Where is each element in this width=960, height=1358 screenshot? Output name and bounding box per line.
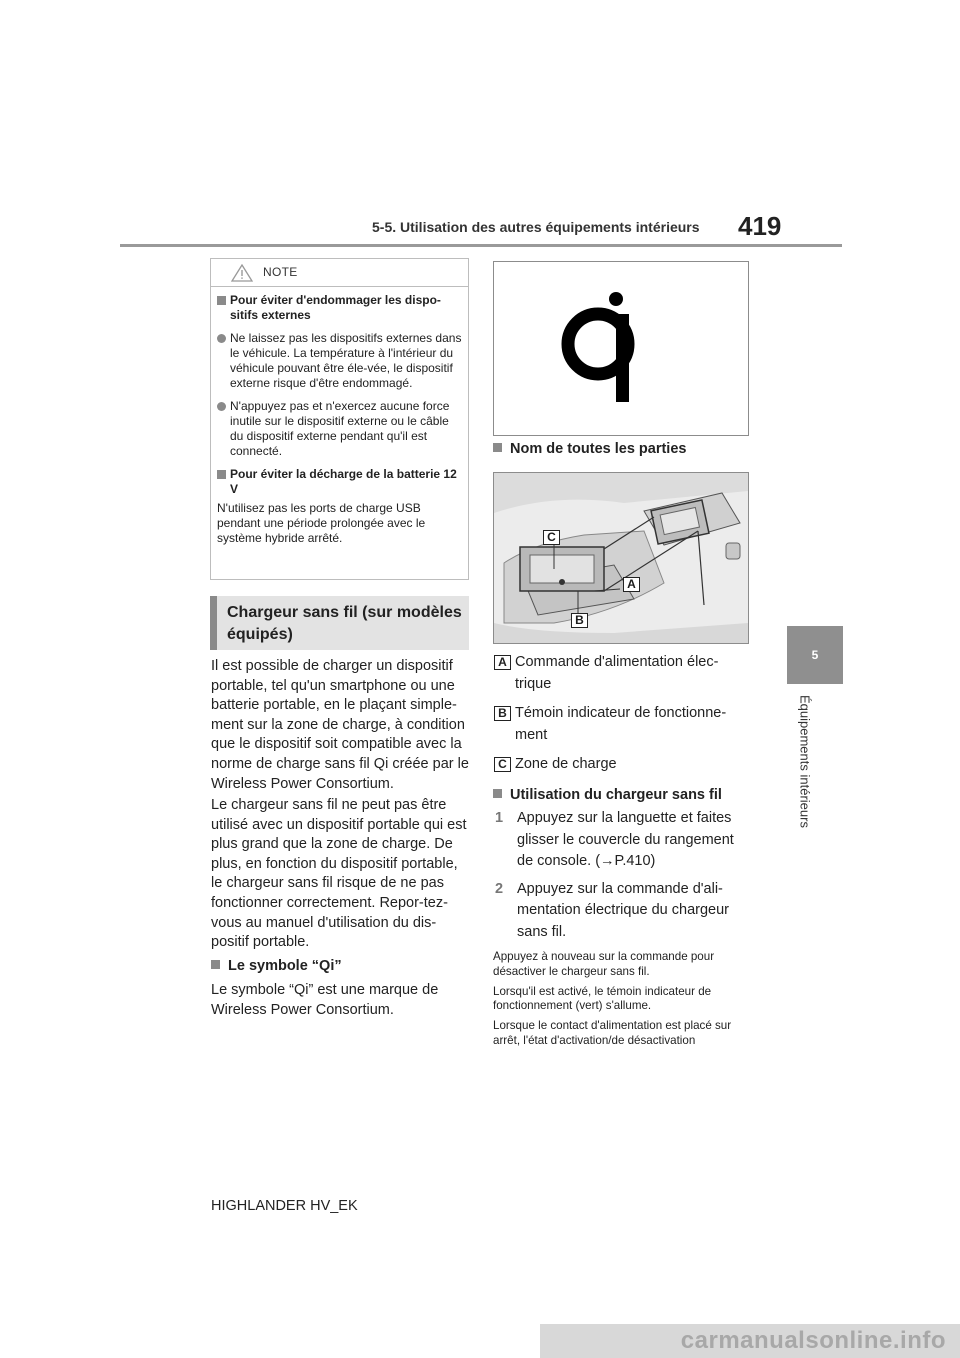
- note-header: [211, 259, 468, 287]
- chapter-label: [765, 695, 845, 845]
- header-divider: [120, 244, 842, 247]
- qi-paragraph: Le symbole “Qi” est une marque de Wireless Power Consortium.: [211, 982, 439, 1018]
- label-badge: C: [494, 757, 511, 772]
- callout-c: C: [543, 530, 560, 545]
- callout-a: A: [623, 577, 640, 592]
- section-title: Chargeur sans fil (sur modèles équipés): [227, 604, 462, 643]
- usage-subheading: Utilisation du chargeur sans fil: [493, 787, 722, 803]
- step-number: 1: [495, 810, 504, 826]
- qi-subheading: Le symbole “Qi”: [211, 958, 342, 974]
- chapter-label-text: Équipements intérieurs: [797, 695, 813, 828]
- step-item: 1 Appuyez sur la languette et faites glisser le couvercle du rangement de console. (→P.410): [495, 810, 734, 869]
- chapter-tab[interactable]: 5: [787, 626, 843, 684]
- footer-model: HIGHLANDER HV_EK: [211, 1198, 358, 1214]
- callout-b: B: [571, 613, 588, 628]
- square-bullet-icon: [493, 443, 502, 452]
- label-badge: A: [494, 655, 511, 670]
- usage-steps: [493, 808, 749, 943]
- list-item: C Zone de charge: [493, 754, 749, 776]
- note-label: NOTE: [263, 265, 298, 279]
- note-body: [217, 293, 463, 546]
- round-bullet-icon: [217, 402, 226, 411]
- note-line: Appuyez à nouveau sur la commande pour désactiver le chargeur sans fil.: [493, 950, 715, 978]
- qi-logo-figure: [493, 261, 749, 436]
- label-badge: B: [494, 706, 511, 721]
- note-line: Lorsque le contact d'alimentation est placé sur arrêt, l'état d'activation/de désactivation: [493, 1019, 732, 1047]
- console-illustration: [494, 473, 748, 643]
- note-bullet: Ne laissez pas les dispositifs externes dans le véhicule. La température à l'intérieur du véhicule pouvant être éle-vée, le dispositif externe risque d'être endommagé.: [217, 331, 463, 391]
- qi-logo-icon: [494, 262, 748, 435]
- note-bullet: N'appuyez pas et n'exercez aucune force inutile sur le dispositif externe ou le câble du dispositif externe pendant qu'il est connecté.: [217, 399, 463, 459]
- note-plain-text: N'utilisez pas les ports de charge USB pendant une période prolongée avec le système hybride arrêté.: [217, 501, 426, 545]
- charger-photo: [493, 472, 749, 644]
- watermark: carmanualsonline.info: [540, 1324, 960, 1358]
- section-heading: [210, 596, 469, 650]
- limitation-paragraph: Le chargeur sans fil ne peut pas être utilisé avec un dispositif portable qui est plus grand que la zone de charge. De plus, en fonction du dispositif portable, le chargeur sans fil risque de ne pas fonctionner correctement. Repor-tez-vous au manuel d'utilisation du dis-positif portable.: [211, 797, 467, 951]
- parts-subheading: Nom de toutes les parties: [493, 441, 686, 457]
- square-bullet-icon: [493, 789, 502, 798]
- square-bullet-icon: [217, 470, 226, 479]
- warning-triangle-icon: [231, 264, 253, 282]
- note-box: [210, 258, 469, 580]
- note-heading: Pour éviter d'endommager les dispo-sitifs externes: [217, 293, 463, 323]
- usage-notes: [493, 950, 749, 1054]
- step-number: 2: [495, 880, 504, 897]
- page-number: 419: [738, 211, 782, 241]
- parts-label-list: [493, 652, 749, 776]
- note-heading: Pour éviter la décharge de la batterie 12 V: [217, 467, 463, 497]
- intro-paragraph: Il est possible de charger un dispositif portable, tel qu'un smartphone ou une batterie portable, en le plaçant simple-ment sur la zone de charge, à condition que le dispositif soit compatible avec la norme de charge sans fil Qi créée par le Wireless Power Consortium.: [211, 658, 469, 792]
- square-bullet-icon: [211, 960, 220, 969]
- note-line: Lorsqu'il est activé, le témoin indicateur de fonctionnement (vert) s'allume.: [493, 984, 712, 1013]
- header-section-title: 5-5. Utilisation des autres équipements intérieurs: [372, 219, 700, 235]
- round-bullet-icon: [217, 334, 226, 343]
- list-item: A Commande d'alimentation élec-trique: [493, 652, 749, 695]
- square-bullet-icon: [217, 296, 226, 305]
- step-item: 2 Appuyez sur la commande d'ali-mentation électrique du chargeur sans fil.: [495, 880, 729, 940]
- list-item: B Témoin indicateur de fonctionne-ment: [493, 703, 749, 746]
